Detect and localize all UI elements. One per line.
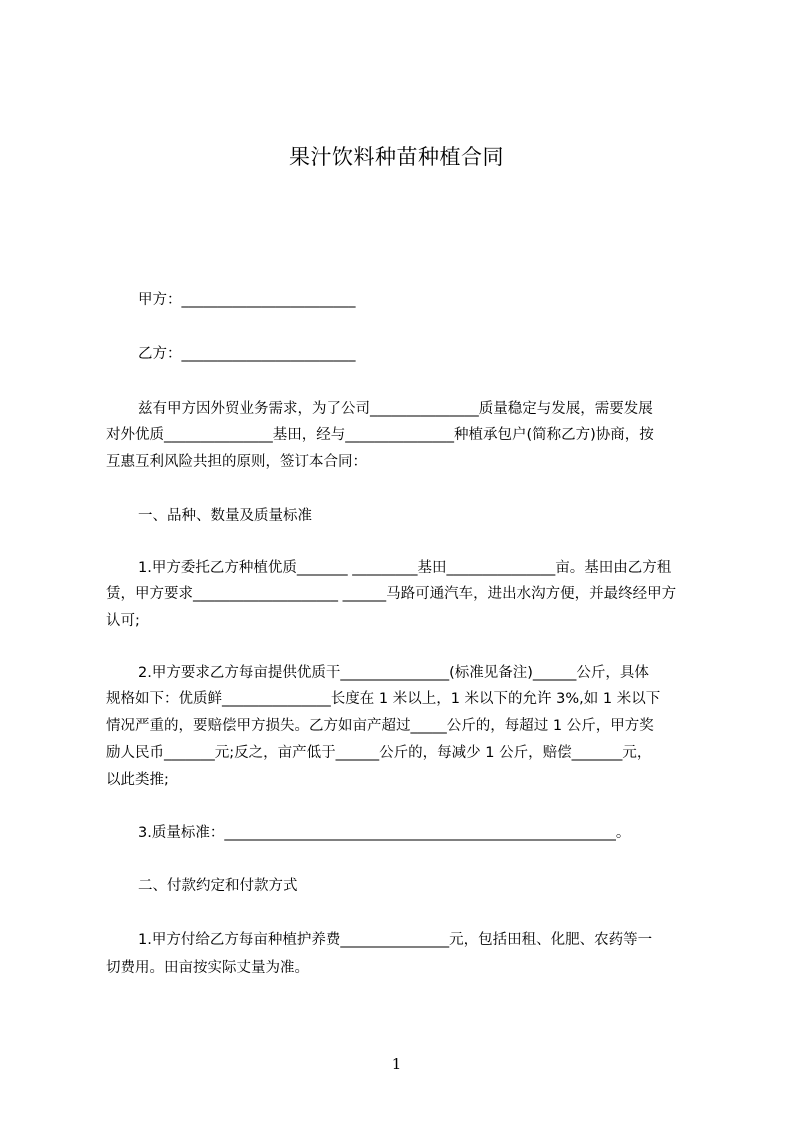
- document-title: 果汁饮料种苗种植合同: [289, 145, 504, 169]
- intro-line-2: 对外优质_______________基田，经与_______________种植承包户(简称乙方)协商，按: [106, 427, 654, 443]
- clause-1-2-line-5: 以此类推;: [106, 772, 169, 788]
- intro-line-1: 兹有甲方因外贸业务需求，为了公司_______________质量稳定与发展，需要发展: [138, 401, 653, 417]
- page-number: 1: [391, 1055, 402, 1073]
- clause-1-1-line-3: 认可;: [106, 613, 140, 629]
- party-b-line: 乙方：________________________: [138, 346, 356, 362]
- clause-2-1-line-1: 1.甲方付给乙方每亩种植护养费_______________元，包括田租、化肥、农药等一: [138, 932, 653, 948]
- intro-line-3: 互惠互利风险共担的原则，签订本合同：: [106, 454, 367, 470]
- section-2-heading: 二、付款约定和付款方式: [138, 878, 298, 894]
- section-1-heading: 一、品种、数量及质量标准: [138, 508, 312, 524]
- clause-1-2-line-4: 励人民币_______元;反之，亩产低于______公斤的，每减少 1 公斤，赔偿_______元，: [106, 745, 652, 761]
- clause-1-1-line-1: 1.甲方委托乙方种植优质_______ _________基田_______________亩。基田由乙方租: [138, 560, 672, 576]
- clause-1-2-line-2: 规格如下：优质鲜_______________长度在 1 米以上，1 米以下的允许 3%,如 1 米以下: [106, 691, 661, 707]
- clause-1-1-line-2: 赁，甲方要求____________________ ______马路可通汽车，进出水沟方便，并最终经甲方: [106, 586, 677, 602]
- clause-1-2-line-1: 2.甲方要求乙方每亩提供优质干_______________(标准见备注)______公斤，具体: [138, 665, 649, 681]
- clause-1-3: 3.质量标准：______________________________________________________。: [138, 825, 631, 841]
- party-a-line: 甲方：________________________: [138, 292, 356, 308]
- clause-2-1-line-2: 切费用。田亩按实际丈量为准。: [106, 960, 309, 976]
- clause-1-2-line-3: 情况严重的，要赔偿甲方损失。乙方如亩产超过_____公斤的，每超过 1 公斤，甲方奖: [106, 718, 654, 734]
